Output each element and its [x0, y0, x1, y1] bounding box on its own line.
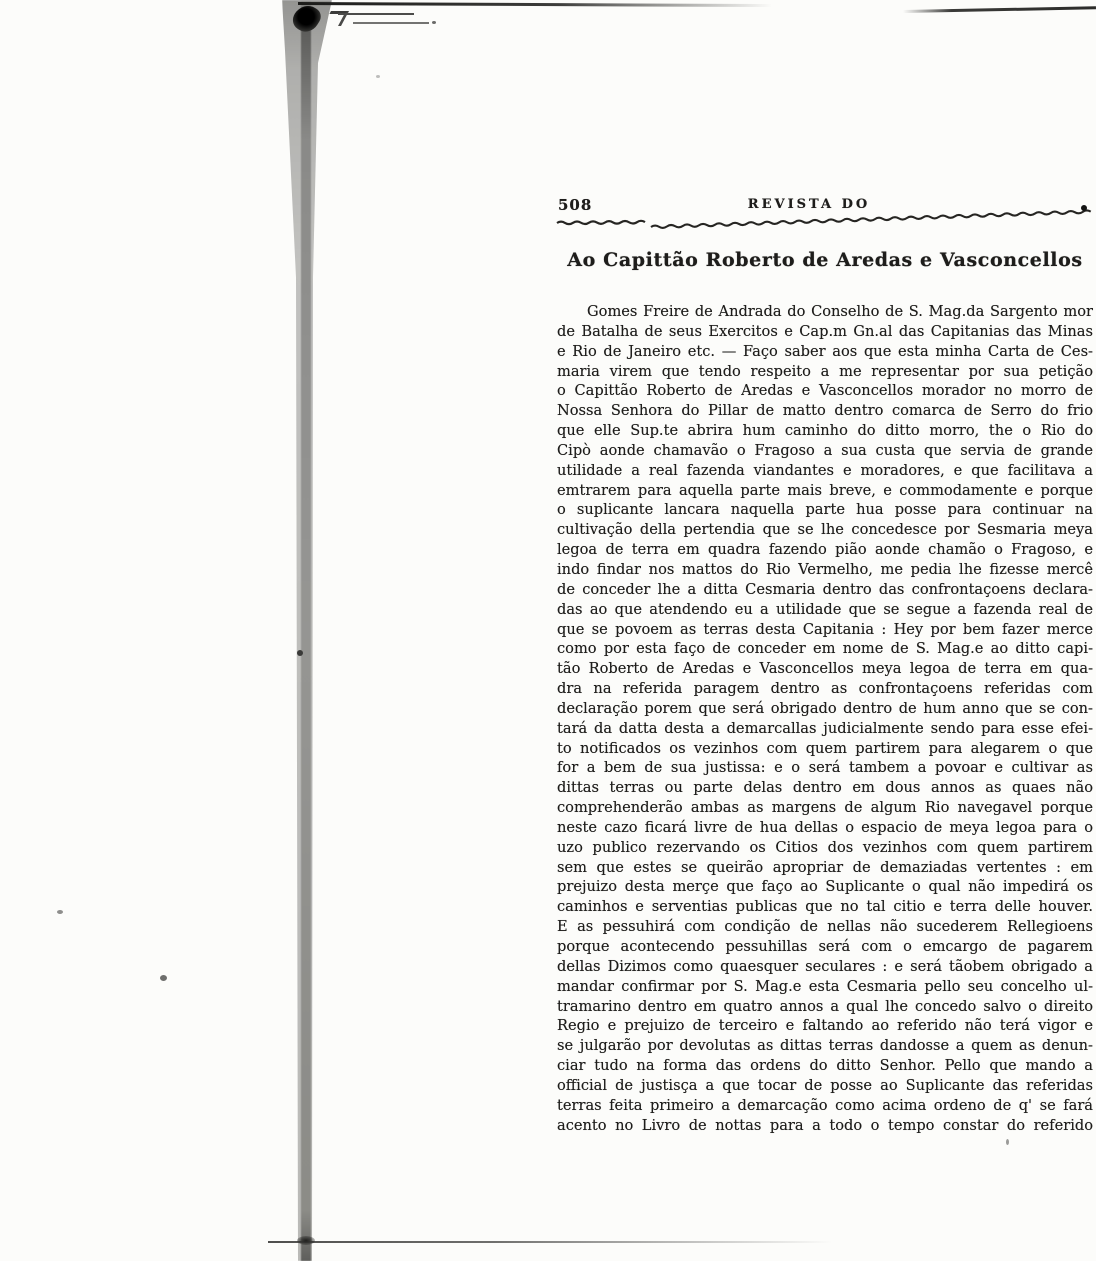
text-line: como por esta faço de conceder em nome de S. Mag.e ao ditto capi- [557, 640, 1093, 658]
text-line: mandar confirmar por S. Mag.e esta Cesmaria pello seu concelho ul- [557, 977, 1093, 995]
text-line: official de justisça a que tocar de posse ao Suplicante das referidas [557, 1076, 1093, 1094]
text-line: Nossa Senhora do Pillar de matto dentro comarca de Serro do frio [557, 402, 1093, 420]
header-rule-short [557, 218, 645, 227]
book-gutter-shadow-core [301, 0, 311, 1261]
text-line: acento no Livro de nottas para a todo o tempo constar do referido [557, 1116, 1093, 1134]
text-line: emtrarem para aquella parte mais breve, e commodamente e porque [557, 481, 1093, 499]
scan-dot-artifact [432, 21, 436, 24]
dust-speck [1006, 1139, 1009, 1145]
dust-speck [297, 650, 303, 656]
text-line: que se povoem as terras desta Capitania : Hey por bem fazer merce [557, 620, 1093, 638]
text-line: e Rio de Janeiro etc. — Faço saber aos que esta minha Carta de Ces- [557, 342, 1093, 360]
text-line: dra na referida paragem dentro as confrontaçoens referidas com [557, 680, 1093, 698]
text-line: dellas Dizimos como quaesquer seculares : e será tãobem obrigado a [557, 957, 1093, 975]
text-line: dittas terras ou parte delas dentro em dous annos as quaes não [557, 779, 1093, 797]
text-line: neste cazo ficará livre de hua dellas o espacio de meya legoa para o [557, 818, 1093, 836]
text-line: E as pessuhirá com condição de nellas não sucederem Rellegioens [557, 918, 1093, 936]
text-line: comprehenderão ambas as margens de algum Rio navegavel porque [557, 799, 1093, 817]
text-line: Regio e prejuizo de terceiro e faltando ao referido não terá vigor e [557, 1017, 1093, 1035]
text-line: o Capittão Roberto de Aredas e Vasconcellos morador no morro de [557, 382, 1093, 400]
text-line: de Batalha de seus Exercitos e Cap.m Gn.al das Capitanias das Minas [557, 322, 1093, 340]
text-line: porque acontecendo pessuhillas será com o emcargo de pagarem [557, 938, 1093, 955]
dust-speck [57, 910, 63, 914]
text-line: tramarino dentro em quatro annos a qual lhe concedo salvo o direito [557, 997, 1093, 1015]
text-line: Cipò aonde chamavão o Fragoso a sua custa que servia de grande [557, 441, 1093, 459]
page-edge-line-top-left [298, 2, 772, 7]
text-line: das ao que atendendo eu a utilidade que se segue a fazenda real de [557, 600, 1093, 618]
document-title: Ao Capittão Roberto de Aredas e Vasconcellos [567, 249, 1083, 271]
text-line: cultivação della pertendia que se lhe concedesce por Sesmaria meya [557, 521, 1093, 539]
page-number: 508 [558, 196, 593, 214]
text-line: to notificados os vezinhos com quem partirem para alegarem o que [557, 739, 1093, 757]
dust-speck [160, 975, 167, 981]
text-line: Gomes Freire de Andrada do Conselho de S. Mag.da Sargento mor [587, 303, 1093, 320]
text-line: de conceder lhe a ditta Cesmaria dentro das confrontaçoens declara- [557, 580, 1093, 598]
scan-dash-artifact [353, 22, 429, 24]
scan-dash-artifact [338, 13, 414, 15]
text-line: maria virem que tendo respeito a me representar por sua petição [557, 362, 1093, 380]
text-line: declaração porem que será obrigado dentro de hum anno que se con- [557, 699, 1093, 717]
body-text [557, 302, 1093, 1135]
text-line: ciar tudo na forma das ordens do ditto Senhor. Pello que mando a [557, 1057, 1093, 1075]
text-line: legoa de terra em quadra fazendo pião aonde chamão o Fragoso, e [557, 541, 1093, 559]
text-line: utilidade a real fazenda viandantes e moradores, e que facilitava a [557, 461, 1093, 479]
text-line: tará da datta desta a demarcallas judicialmente sendo para esse efei- [557, 719, 1093, 737]
text-line: tão Roberto de Aredas e Vasconcellos meya legoa de terra em qua- [557, 660, 1093, 678]
text-line: indo findar nos mattos do Rio Vermelho, me pedia lhe fizesse mercê [557, 560, 1093, 578]
dust-speck [376, 75, 380, 78]
text-line: uzo publico rezervando os Citios dos vezinhos com quem partirem [557, 838, 1093, 856]
text-line: sem que estes se queirão apropriar de demaziadas vertentes : em [557, 858, 1093, 876]
page-edge-line-bottom [268, 1241, 832, 1243]
ink-blot-artifact-bottom [297, 1236, 315, 1245]
text-line: se julgarão por devolutas as dittas terras dandosse a quem as denun- [557, 1037, 1093, 1055]
running-title: REVISTA DO [747, 197, 871, 212]
text-line: que elle Sup.te abrira hum caminho do ditto morro, the o Rio do [557, 422, 1093, 440]
text-line: caminhos e serventias publicas que no tal citio e terra delle houver. [557, 898, 1093, 916]
header-rule-end-dot [1081, 205, 1087, 211]
page-edge-line-top-right [903, 6, 1096, 13]
text-line: o suplicante lancara naquella parte hua posse para continuar na [557, 501, 1093, 519]
text-line: terras feita primeiro a demarcação como acima ordeno de q' se fará [557, 1096, 1093, 1114]
text-line: prejuizo desta merçe que faço ao Suplicante o qual não impedirá os [557, 878, 1093, 896]
text-line: for a bem de sua justissa: e o será tambem a povoar e cultivar as [557, 759, 1093, 777]
